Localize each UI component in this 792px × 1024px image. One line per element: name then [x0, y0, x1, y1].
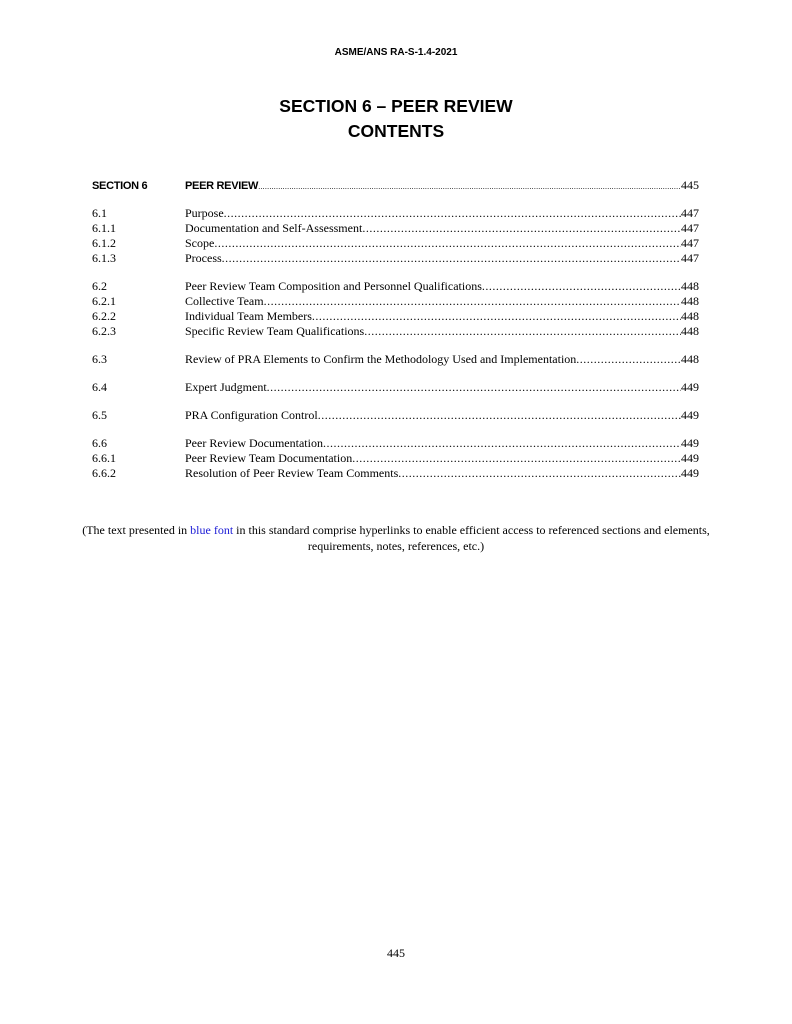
- toc-entry: [185, 251, 699, 266]
- dot-leader: [312, 309, 681, 324]
- toc-entry-page: 448: [681, 352, 699, 366]
- toc-entry: [185, 324, 699, 339]
- toc-entry-label[interactable]: Purpose: [185, 206, 224, 220]
- toc-entry-row[interactable]: [92, 451, 699, 466]
- toc-entry-label[interactable]: Individual Team Members: [185, 309, 312, 323]
- toc-entry-number: 6.3: [92, 352, 107, 366]
- toc-entry-label[interactable]: PRA Configuration Control: [185, 408, 318, 422]
- toc-entry-label[interactable]: Scope: [185, 236, 215, 250]
- hyperlink-note: [80, 522, 712, 554]
- toc-entry-number: 6.2.3: [92, 324, 116, 338]
- toc-entry-page: 448: [681, 279, 699, 293]
- toc-entry-page: 447: [681, 251, 699, 265]
- toc-group-spacer: [92, 423, 699, 436]
- dot-leader: [576, 352, 681, 367]
- dot-leader: [362, 221, 681, 236]
- toc-entry: [185, 436, 699, 451]
- toc-entry-page: 449: [681, 466, 699, 480]
- toc-entry-row[interactable]: [92, 466, 699, 481]
- note-blue-font-text: blue font: [190, 523, 234, 537]
- dot-leader: [364, 324, 681, 339]
- dot-leader: [398, 466, 681, 481]
- note-text-before: (The text presented in: [82, 523, 191, 537]
- toc-entry-row[interactable]: [92, 408, 699, 423]
- toc-entry-number: 6.6: [92, 436, 107, 450]
- toc-entry-row[interactable]: [92, 206, 699, 221]
- toc-entry-page: 448: [681, 294, 699, 308]
- table-of-contents: [92, 178, 699, 481]
- dot-leader: [352, 451, 681, 466]
- toc-group-spacer: [92, 193, 699, 206]
- toc-entry-row[interactable]: [92, 436, 699, 451]
- toc-entry-number: 6.1.3: [92, 251, 116, 265]
- toc-group-spacer: [92, 395, 699, 408]
- toc-entry-row[interactable]: [92, 324, 699, 339]
- dot-leader: [482, 279, 681, 294]
- toc-entry: [185, 206, 699, 221]
- toc-entry: [185, 451, 699, 466]
- toc-entry-label[interactable]: Documentation and Self-Assessment: [185, 221, 363, 235]
- toc-entry-row[interactable]: [92, 352, 699, 367]
- toc-entry-number: 6.5: [92, 408, 107, 422]
- toc-entry: [185, 380, 699, 395]
- toc-entry-label[interactable]: Peer Review Documentation: [185, 436, 323, 450]
- toc-entry-page: 449: [681, 408, 699, 422]
- dot-leader: [323, 436, 681, 451]
- toc-entry-row[interactable]: [92, 380, 699, 395]
- dot-leader: [267, 380, 681, 395]
- toc-entry-label[interactable]: Peer Review Team Composition and Personnel Qualifications: [185, 279, 482, 293]
- toc-entry-number: 6.6.1: [92, 451, 116, 465]
- toc-section-label[interactable]: PEER REVIEW: [185, 180, 259, 192]
- toc-entry: [185, 466, 699, 481]
- toc-entry: [185, 236, 699, 251]
- toc-entry-label[interactable]: Specific Review Team Qualifications: [185, 324, 365, 338]
- toc-entry-label[interactable]: Peer Review Team Documentation: [185, 451, 353, 465]
- toc-entry-row[interactable]: [92, 294, 699, 309]
- dot-leader: [264, 294, 681, 309]
- toc-entry-label[interactable]: Expert Judgment: [185, 380, 267, 394]
- toc-section-row[interactable]: [92, 178, 699, 193]
- toc-groups: [92, 193, 699, 481]
- dot-leader: [214, 236, 681, 251]
- toc-entry-row[interactable]: [92, 221, 699, 236]
- toc-entry: [185, 221, 699, 236]
- toc-section-number: SECTION 6: [92, 180, 148, 192]
- page-title: [0, 94, 792, 144]
- toc-entry-number: 6.2: [92, 279, 107, 293]
- toc-entry-number: 6.4: [92, 380, 107, 394]
- toc-entry-number: 6.2.2: [92, 309, 116, 323]
- toc-entry-row[interactable]: [92, 279, 699, 294]
- toc-entry-label[interactable]: Resolution of Peer Review Team Comments: [185, 466, 399, 480]
- toc-group-spacer: [92, 266, 699, 279]
- toc-section-page: 445: [681, 178, 699, 192]
- toc-group-spacer: [92, 367, 699, 380]
- dot-leader: [318, 408, 681, 423]
- toc-entry: [185, 279, 699, 294]
- toc-entry-page: 448: [681, 324, 699, 338]
- toc-section-entry: [185, 178, 699, 194]
- toc-entry: [185, 352, 699, 367]
- toc-entry-row[interactable]: [92, 236, 699, 251]
- dot-leader: [222, 251, 681, 266]
- toc-entry-number: 6.1.1: [92, 221, 116, 235]
- toc-entry-label[interactable]: Collective Team: [185, 294, 264, 308]
- toc-entry-number: 6.2.1: [92, 294, 116, 308]
- title-line-section: SECTION 6 – PEER REVIEW: [279, 96, 513, 116]
- toc-entry-number: 6.1.2: [92, 236, 116, 250]
- toc-group-spacer: [92, 339, 699, 352]
- toc-entry-page: 447: [681, 221, 699, 235]
- toc-entry-label[interactable]: Review of PRA Elements to Confirm the Methodology Used and Implementation: [185, 352, 577, 366]
- toc-entry-row[interactable]: [92, 251, 699, 266]
- toc-entry-page: 447: [681, 236, 699, 250]
- title-line-contents: CONTENTS: [347, 121, 445, 141]
- dot-leader: [258, 179, 681, 194]
- toc-entry-page: 449: [681, 436, 699, 450]
- toc-entry: [185, 309, 699, 324]
- page-number: 445: [387, 946, 405, 960]
- toc-entry-label[interactable]: Process: [185, 251, 222, 265]
- toc-entry-page: 448: [681, 309, 699, 323]
- toc-entry-page: 447: [681, 206, 699, 220]
- toc-entry: [185, 294, 699, 309]
- toc-entry-page: 449: [681, 380, 699, 394]
- toc-entry-page: 449: [681, 451, 699, 465]
- dot-leader: [224, 206, 681, 221]
- document-header: ASME/ANS RA-S-1.4-2021: [334, 47, 458, 58]
- toc-entry-row[interactable]: [92, 309, 699, 324]
- toc-entry-number: 6.1: [92, 206, 107, 220]
- note-text-after: in this standard comprise hyperlinks to enable efficient access to referenced sections and elements, requirements, notes, references, etc.): [233, 523, 710, 553]
- toc-entry: [185, 408, 699, 423]
- toc-entry-number: 6.6.2: [92, 466, 116, 480]
